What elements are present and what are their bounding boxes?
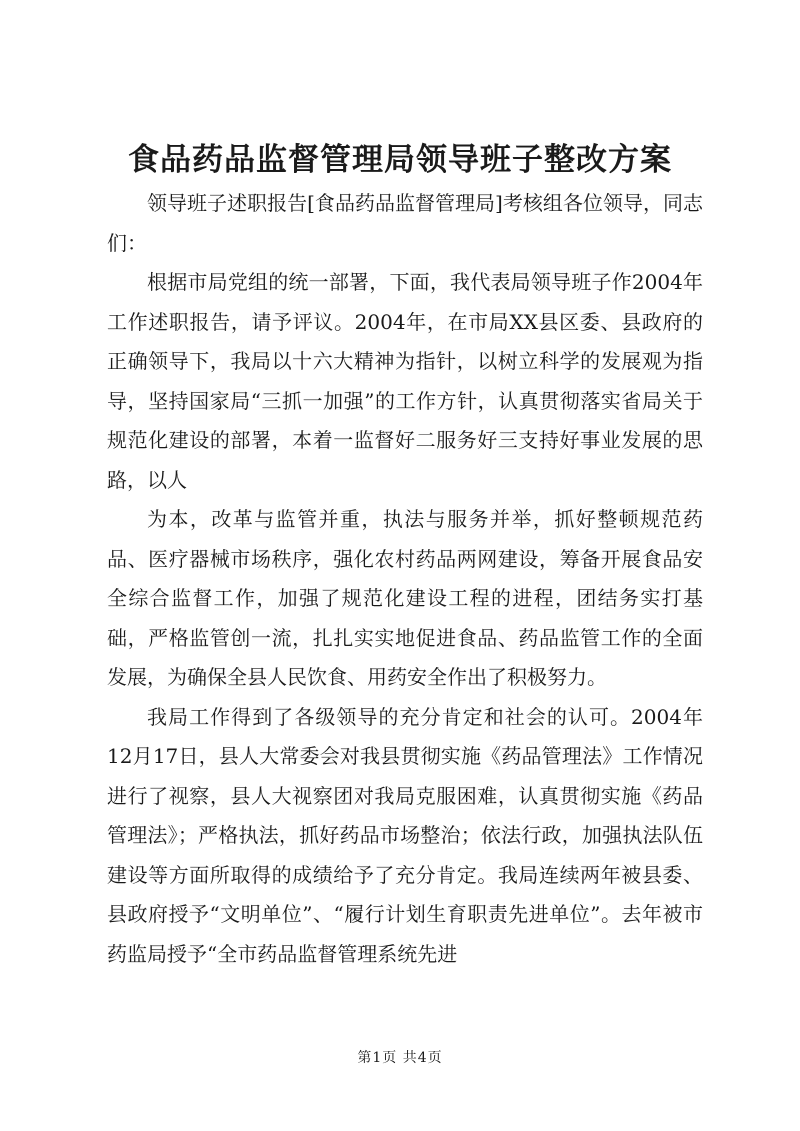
document-body xyxy=(107,184,703,974)
paragraph-salutation: 领导班子述职报告[食品药品监督管理局]考核组各位领导，同志们： xyxy=(107,191,703,255)
paragraph-2: 为本，改革与监管并重，执法与服务并举，抓好整顿规范药品、医疗器械市场秩序，强化农村药品两网建设，筹备开展食品安全综合监督工作，加强了规范化建设工程的进程，团结务实打基础，严格监管创一流，扎扎实实地促进食品、药品监管工作的全面发展，为确保全县人民饮食、用药安全作出了积极努力。 xyxy=(107,507,703,689)
paragraph-3: 我局工作得到了各级领导的充分肯定和社会的认可。2004年12月17日，县人大常委会对我县贯彻实施《药品管理法》工作情况进行了视察，县人大视察团对我局克服困难，认真贯彻实施《药品管理法》；严格执法，抓好药品市场整治；依法行政，加强执法队伍建设等方面所取得的成绩给予了充分肯定。我局连续两年被县委、县政府授予“文明单位”、“履行计划生育职责先进单位”。去年被市药监局授予“全市药品监督管理系统先进 xyxy=(107,704,703,966)
document-title: 食品药品监督管理局领导班子整改方案 xyxy=(128,142,672,178)
page-number-footer: 第1页 共4页 xyxy=(357,1050,443,1066)
paragraph-1: 根据市局党组的统一部署，下面，我代表局领导班子作2004年工作述职报告，请予评议。2004年，在市局XX县区委、县政府的正确领导下，我局以十六大精神为指针，以树立科学的发展观为指导，坚持国家局“三抓一加强”的工作方针，认真贯彻落实省局关于规范化建设的部署，本着一监督好二服务好三支持好事业发展的思路，以人 xyxy=(107,270,703,492)
